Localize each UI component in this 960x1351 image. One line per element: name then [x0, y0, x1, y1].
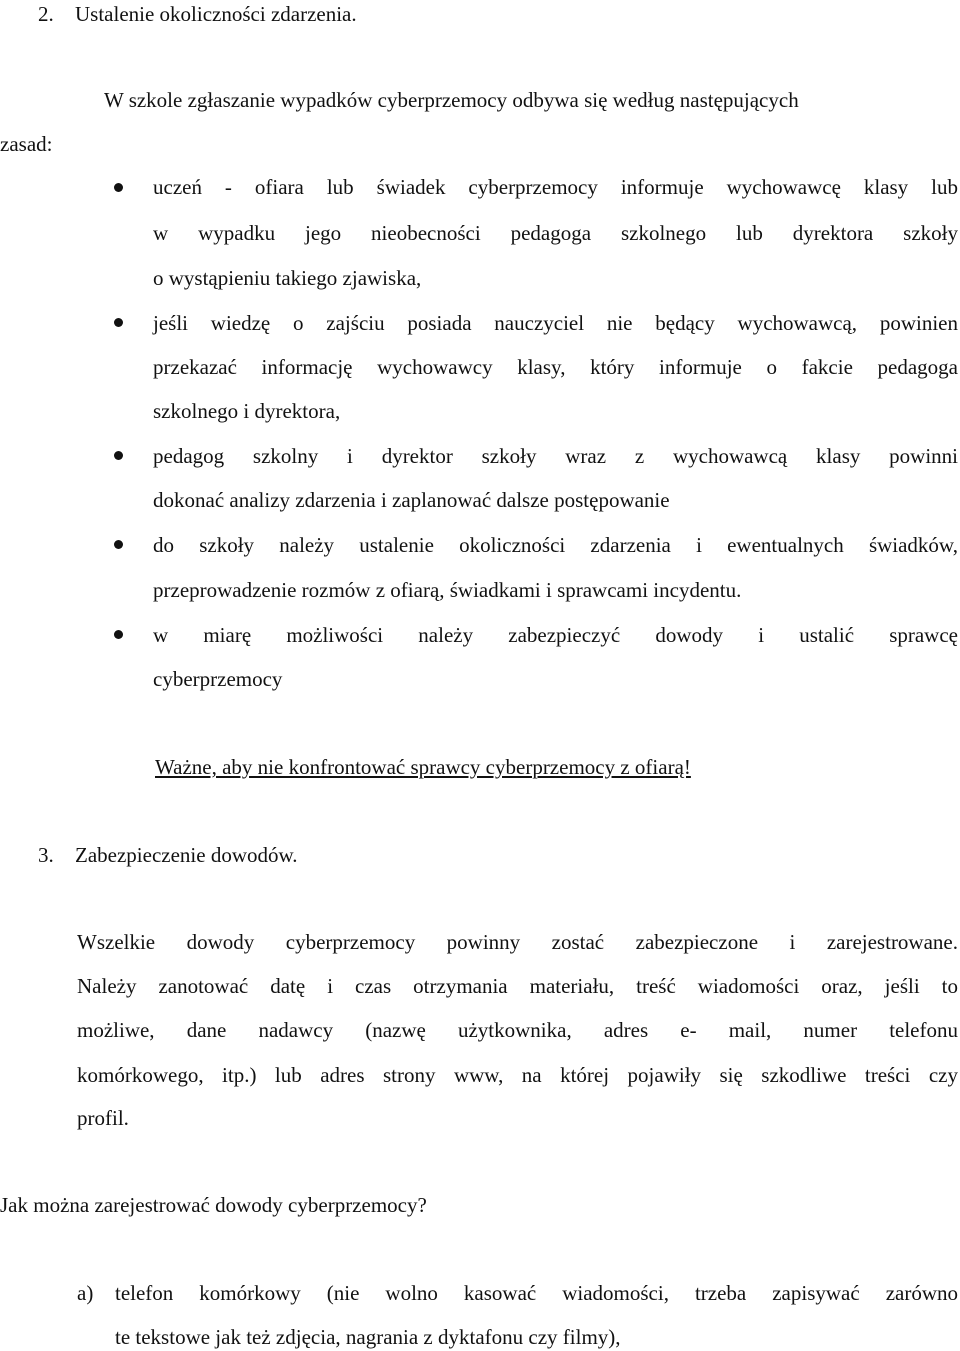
section-3-heading: Zabezpieczenie dowodów. — [75, 843, 298, 867]
bullet-marker — [114, 183, 123, 192]
bullet-1-line-1: uczeń - ofiara lub świadek cyberprzemocy informuje wychowawcę klasy lub — [153, 175, 958, 199]
paragraph-line-2: Należy zanotować datę i czas otrzymania materiału, treść wiadomości oraz, jeśli to — [77, 974, 958, 998]
item-a-line-1: telefon komórkowy (nie wolno kasować wiadomości, trzeba zapisywać zarówno — [115, 1281, 958, 1305]
item-a-marker: a) — [77, 1281, 94, 1305]
bullet-5-line-1: w miarę możliwości należy zabezpieczyć dowody i ustalić sprawcę — [153, 623, 958, 647]
section-2-heading: Ustalenie okoliczności zdarzenia. — [75, 2, 357, 26]
paragraph-line-5: profil. — [77, 1106, 129, 1130]
paragraph-line-3: możliwe, dane nadawcy (nazwę użytkownika, adres e- mail, numer telefonu — [77, 1018, 958, 1042]
bullet-1-line-3: o wystąpieniu takiego zjawiska, — [153, 266, 422, 290]
bullet-2-line-1: jeśli wiedzę o zajściu posiada nauczyciel nie będący wychowawcą, powinien — [153, 311, 958, 335]
bullet-1-line-2: w wypadku jego nieobecności pedagoga szkolnego lub dyrektora szkoły — [153, 221, 958, 245]
bullet-marker — [114, 451, 123, 460]
section-3-number: 3. — [38, 843, 54, 867]
section-2-number: 2. — [38, 2, 54, 26]
bullet-5-line-2: cyberprzemocy — [153, 667, 283, 691]
item-a-line-2: te tekstowe jak też zdjęcia, nagrania z dyktafonu czy filmy), — [115, 1325, 621, 1349]
question-heading: Jak można zarejestrować dowody cyberprzemocy? — [0, 1193, 427, 1217]
bullet-3-line-2: dokonać analizy zdarzenia i zaplanować dalsze postępowanie — [153, 488, 670, 512]
bullet-marker — [114, 318, 123, 327]
warning-note: Ważne, aby nie konfrontować sprawcy cyberprzemocy z ofiarą! — [155, 755, 691, 779]
bullet-4-line-2: przeprowadzenie rozmów z ofiarą, świadkami i sprawcami incydentu. — [153, 578, 742, 602]
bullet-marker — [114, 630, 123, 639]
intro-line-1: W szkole zgłaszanie wypadków cyberprzemocy odbywa się według następujących — [104, 88, 799, 112]
paragraph-line-1: Wszelkie dowody cyberprzemocy powinny zostać zabezpieczone i zarejestrowane. — [77, 930, 958, 954]
bullet-3-line-1: pedagog szkolny i dyrektor szkoły wraz z wychowawcą klasy powinni — [153, 444, 958, 468]
bullet-2-line-3: szkolnego i dyrektora, — [153, 399, 341, 423]
bullet-2-line-2: przekazać informację wychowawcy klasy, który informuje o fakcie pedagoga — [153, 355, 958, 379]
bullet-marker — [114, 540, 123, 549]
bullet-4-line-1: do szkoły należy ustalenie okoliczności zdarzenia i ewentualnych świadków, — [153, 533, 958, 557]
intro-line-2: zasad: — [0, 132, 53, 156]
paragraph-line-4: komórkowego, itp.) lub adres strony www, na której pojawiły się szkodliwe treści czy — [77, 1063, 958, 1087]
